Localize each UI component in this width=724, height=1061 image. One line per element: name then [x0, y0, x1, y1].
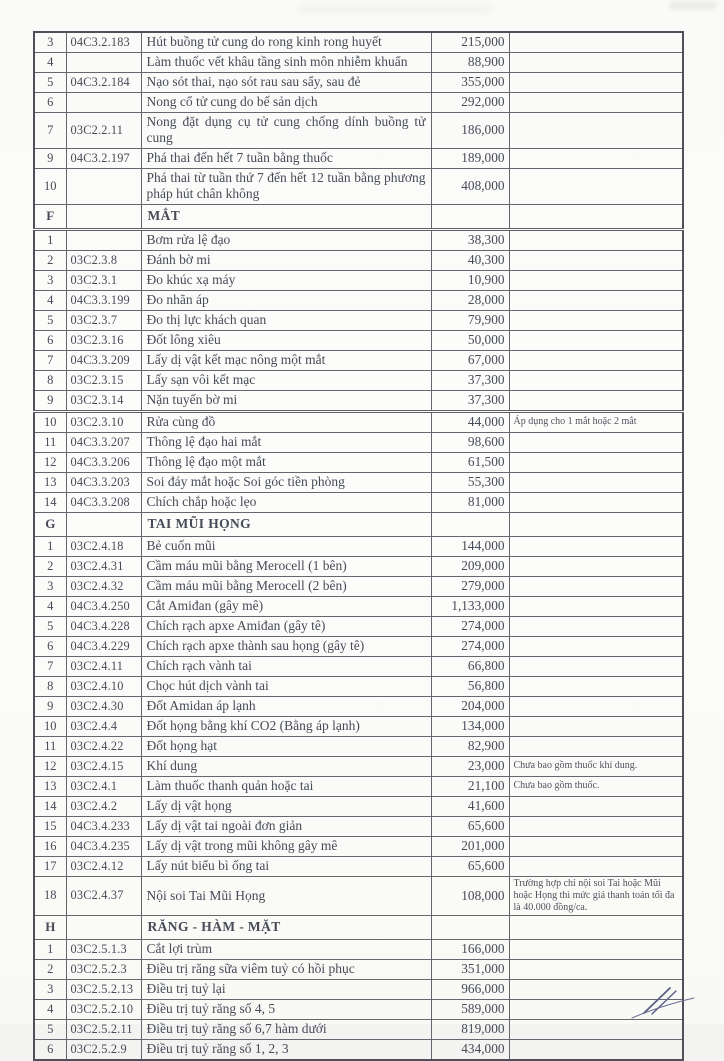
row-number-cell: 15 [34, 816, 66, 836]
price-cell: 21,100 [431, 776, 509, 796]
table-row [34, 168, 683, 204]
price-cell: 37,300 [431, 390, 509, 411]
price-cell: 355,000 [431, 73, 509, 93]
service-code-cell: 04C3.4.228 [66, 616, 141, 636]
service-code-cell [66, 229, 141, 250]
service-code-cell: 03C2.5.2.11 [66, 1019, 141, 1039]
note-cell [509, 93, 683, 113]
section-title-cell: TAI MŨI HỌNG [141, 512, 431, 536]
section-letter-cell: G [34, 512, 66, 536]
price-cell: 38,300 [431, 229, 509, 250]
service-code-cell: 03C2.4.37 [66, 876, 141, 915]
price-cell: 67,000 [431, 350, 509, 370]
note-cell [509, 676, 683, 696]
service-code-cell: 03C2.4.12 [66, 856, 141, 876]
row-number-cell: 3 [34, 270, 66, 290]
note-cell [509, 73, 683, 93]
note-cell: Chưa bao gồm thuốc. [509, 776, 683, 796]
service-name-cell: Cắt lợi trùm [141, 939, 431, 959]
service-name-cell: Nạo sót thai, nạo sót rau sau sẩy, sau đẻ [141, 73, 431, 93]
service-name-cell: Lấy nút biểu bì ống tai [141, 856, 431, 876]
service-code-cell: 04C3.4.250 [66, 596, 141, 616]
service-code-cell: 03C2.5.2.3 [66, 959, 141, 979]
row-number-cell: 3 [34, 576, 66, 596]
section-price-cell [431, 204, 509, 229]
row-number-cell: 14 [34, 492, 66, 512]
price-cell: 274,000 [431, 616, 509, 636]
price-cell: 65,600 [431, 856, 509, 876]
note-cell [509, 472, 683, 492]
section-title-cell: RĂNG - HÀM - MẶT [141, 915, 431, 939]
price-table-body [34, 32, 683, 1060]
service-name-cell: Đốt lông xiêu [141, 330, 431, 350]
note-cell [509, 959, 683, 979]
price-cell: 66,800 [431, 656, 509, 676]
table-row [34, 432, 683, 452]
service-name-cell: Đốt Amidan áp lạnh [141, 696, 431, 716]
price-cell: 61,500 [431, 452, 509, 472]
note-cell [509, 290, 683, 310]
service-code-cell: 04C3.4.233 [66, 816, 141, 836]
table-row [34, 939, 683, 959]
service-code-cell: 04C3.4.235 [66, 836, 141, 856]
row-number-cell: 2 [34, 556, 66, 576]
service-code-cell: 03C2.4.30 [66, 696, 141, 716]
service-name-cell: Bẻ cuốn mũi [141, 536, 431, 556]
section-header-row [34, 915, 683, 939]
price-cell: 41,600 [431, 796, 509, 816]
table-row [34, 576, 683, 596]
service-code-cell: 04C3.3.209 [66, 350, 141, 370]
section-price-cell [431, 915, 509, 939]
price-cell: 37,300 [431, 370, 509, 390]
service-code-cell: 03C2.3.14 [66, 390, 141, 411]
table-row [34, 756, 683, 776]
table-row [34, 1039, 683, 1060]
price-cell: 98,600 [431, 432, 509, 452]
service-name-cell: Lấy dị vật kết mạc nông một mắt [141, 350, 431, 370]
service-name-cell: Nặn tuyến bờ mi [141, 390, 431, 411]
service-code-cell: 03C2.5.2.13 [66, 979, 141, 999]
price-cell: 408,000 [431, 168, 509, 204]
row-number-cell: 11 [34, 736, 66, 756]
table-row [34, 452, 683, 472]
table-row [34, 472, 683, 492]
table-row [34, 390, 683, 411]
price-cell: 589,000 [431, 999, 509, 1019]
service-name-cell: Lấy dị vật họng [141, 796, 431, 816]
table-row [34, 716, 683, 736]
price-cell: 209,000 [431, 556, 509, 576]
note-cell [509, 229, 683, 250]
note-cell [509, 432, 683, 452]
service-code-cell: 03C2.4.4 [66, 716, 141, 736]
table-row [34, 776, 683, 796]
service-name-cell: Chích chắp hoặc lẹo [141, 492, 431, 512]
section-title-cell: MẮT [141, 204, 431, 229]
price-cell: 279,000 [431, 576, 509, 596]
service-code-cell: 03C2.4.15 [66, 756, 141, 776]
note-cell [509, 270, 683, 290]
table-row [34, 616, 683, 636]
note-cell [509, 636, 683, 656]
note-cell: Chưa bao gồm thuốc khí dung. [509, 756, 683, 776]
row-number-cell: 7 [34, 350, 66, 370]
service-name-cell: Chích rạch apxe Amiđan (gây tê) [141, 616, 431, 636]
row-number-cell: 9 [34, 696, 66, 716]
price-cell: 819,000 [431, 1019, 509, 1039]
price-cell: 44,000 [431, 411, 509, 432]
row-number-cell: 10 [34, 411, 66, 432]
price-cell: 166,000 [431, 939, 509, 959]
service-name-cell: Khí dung [141, 756, 431, 776]
note-cell [509, 168, 683, 204]
table-row [34, 796, 683, 816]
row-number-cell: 9 [34, 148, 66, 168]
table-row [34, 836, 683, 856]
row-number-cell: 5 [34, 310, 66, 330]
service-code-cell: 04C3.2.183 [66, 32, 141, 53]
note-cell: Áp dụng cho 1 mắt hoặc 2 mắt [509, 411, 683, 432]
note-cell [509, 148, 683, 168]
price-cell: 28,000 [431, 290, 509, 310]
service-name-cell: Điều trị tuỷ răng số 6,7 hàm dưới [141, 1019, 431, 1039]
row-number-cell: 5 [34, 73, 66, 93]
service-name-cell: Thông lệ đạo hai mắt [141, 432, 431, 452]
price-cell: 351,000 [431, 959, 509, 979]
service-code-cell: 04C3.3.206 [66, 452, 141, 472]
row-number-cell: 7 [34, 113, 66, 149]
table-row [34, 1019, 683, 1039]
table-row [34, 856, 683, 876]
table-row [34, 876, 683, 915]
note-cell [509, 310, 683, 330]
table-row [34, 330, 683, 350]
row-number-cell: 11 [34, 432, 66, 452]
note-cell [509, 370, 683, 390]
service-name-cell: Nong đặt dụng cụ tử cung chống dính buồng tử cung [141, 113, 431, 149]
service-code-cell: 03C2.3.7 [66, 310, 141, 330]
service-name-cell: Bơm rửa lệ đạo [141, 229, 431, 250]
service-name-cell: Đo nhãn áp [141, 290, 431, 310]
service-name-cell: Chích rạch vành tai [141, 656, 431, 676]
note-cell [509, 836, 683, 856]
section-code-cell [66, 204, 141, 229]
note-cell [509, 576, 683, 596]
table-row [34, 270, 683, 290]
service-code-cell: 03C2.4.2 [66, 796, 141, 816]
note-cell [509, 250, 683, 270]
price-cell: 88,900 [431, 53, 509, 73]
row-number-cell: 4 [34, 999, 66, 1019]
service-name-cell: Điều trị tuỷ răng số 4, 5 [141, 999, 431, 1019]
section-note-cell [509, 204, 683, 229]
service-name-cell: Điều trị răng sữa viêm tuỷ có hồi phục [141, 959, 431, 979]
service-name-cell: Lấy dị vật tai ngoài đơn giản [141, 816, 431, 836]
row-number-cell: 5 [34, 1019, 66, 1039]
note-cell [509, 716, 683, 736]
service-code-cell: 04C3.2.197 [66, 148, 141, 168]
service-name-cell: Đánh bờ mi [141, 250, 431, 270]
section-code-cell [66, 915, 141, 939]
note-cell [509, 536, 683, 556]
note-cell: Trường hợp chỉ nội soi Tai hoặc Mũi hoặc Họng thì mức giá thanh toán tối đa là 40.000 đồng/ca. [509, 876, 683, 915]
service-name-cell: Chích rạch apxe thành sau họng (gây tê) [141, 636, 431, 656]
section-letter-cell: F [34, 204, 66, 229]
section-letter-cell: H [34, 915, 66, 939]
scan-artifact-top-center [300, 5, 490, 13]
service-code-cell [66, 168, 141, 204]
table-row [34, 676, 683, 696]
note-cell [509, 616, 683, 636]
note-cell [509, 656, 683, 676]
service-name-cell: Phá thai từ tuần thứ 7 đến hết 12 tuần bằng phương pháp hút chân không [141, 168, 431, 204]
table-row [34, 53, 683, 73]
service-name-cell: Chọc hút dịch vành tai [141, 676, 431, 696]
row-number-cell: 18 [34, 876, 66, 915]
table-row [34, 350, 683, 370]
table-row [34, 736, 683, 756]
service-code-cell [66, 53, 141, 73]
service-name-cell: Rửa cùng đồ [141, 411, 431, 432]
price-table [33, 31, 684, 1061]
note-cell [509, 939, 683, 959]
price-cell: 81,000 [431, 492, 509, 512]
service-code-cell: 03C2.3.8 [66, 250, 141, 270]
price-cell: 65,600 [431, 816, 509, 836]
service-code-cell: 03C2.4.32 [66, 576, 141, 596]
row-number-cell: 13 [34, 472, 66, 492]
price-cell: 50,000 [431, 330, 509, 350]
note-cell [509, 113, 683, 149]
row-number-cell: 4 [34, 596, 66, 616]
table-row [34, 148, 683, 168]
row-number-cell: 2 [34, 959, 66, 979]
section-header-row [34, 204, 683, 229]
note-cell [509, 816, 683, 836]
table-row [34, 556, 683, 576]
service-name-cell: Đo thị lực khách quan [141, 310, 431, 330]
section-price-cell [431, 512, 509, 536]
section-header-row [34, 512, 683, 536]
table-row [34, 370, 683, 390]
service-name-cell: Đốt họng bằng khí CO2 (Bằng áp lạnh) [141, 716, 431, 736]
price-cell: 966,000 [431, 979, 509, 999]
note-cell [509, 556, 683, 576]
row-number-cell: 6 [34, 636, 66, 656]
price-cell: 40,300 [431, 250, 509, 270]
service-code-cell: 04C3.3.208 [66, 492, 141, 512]
service-code-cell: 03C2.4.18 [66, 536, 141, 556]
price-cell: 56,800 [431, 676, 509, 696]
price-cell: 189,000 [431, 148, 509, 168]
note-cell [509, 492, 683, 512]
row-number-cell: 8 [34, 676, 66, 696]
price-cell: 201,000 [431, 836, 509, 856]
table-row [34, 290, 683, 310]
service-code-cell: 03C2.3.10 [66, 411, 141, 432]
note-cell [509, 390, 683, 411]
service-code-cell: 03C2.4.31 [66, 556, 141, 576]
row-number-cell: 13 [34, 776, 66, 796]
section-code-cell [66, 512, 141, 536]
price-cell: 79,900 [431, 310, 509, 330]
price-cell: 134,000 [431, 716, 509, 736]
table-row [34, 536, 683, 556]
row-number-cell: 12 [34, 756, 66, 776]
table-row [34, 979, 683, 999]
row-number-cell: 3 [34, 979, 66, 999]
service-name-cell: Cầm máu mũi bằng Merocell (2 bên) [141, 576, 431, 596]
service-code-cell: 03C2.5.2.9 [66, 1039, 141, 1060]
row-number-cell: 6 [34, 93, 66, 113]
scan-artifact-top-right [670, 2, 716, 9]
row-number-cell: 16 [34, 836, 66, 856]
table-row [34, 636, 683, 656]
table-row [34, 492, 683, 512]
service-code-cell: 04C3.3.203 [66, 472, 141, 492]
service-name-cell: Phá thai đến hết 7 tuần bằng thuốc [141, 148, 431, 168]
row-number-cell: 4 [34, 290, 66, 310]
note-cell [509, 1039, 683, 1060]
service-name-cell: Nong cổ tử cung do bế sản dịch [141, 93, 431, 113]
table-row [34, 250, 683, 270]
service-name-cell: Cắt Amiđan (gây mê) [141, 596, 431, 616]
table-row [34, 73, 683, 93]
note-cell [509, 796, 683, 816]
note-cell [509, 330, 683, 350]
row-number-cell: 4 [34, 53, 66, 73]
price-cell: 204,000 [431, 696, 509, 716]
service-code-cell: 03C2.4.1 [66, 776, 141, 796]
row-number-cell: 10 [34, 716, 66, 736]
service-code-cell: 04C3.2.184 [66, 73, 141, 93]
price-cell: 10,900 [431, 270, 509, 290]
table-row [34, 696, 683, 716]
price-cell: 108,000 [431, 876, 509, 915]
service-code-cell: 03C2.3.16 [66, 330, 141, 350]
table-row [34, 113, 683, 149]
row-number-cell: 12 [34, 452, 66, 472]
note-cell [509, 736, 683, 756]
service-name-cell: Làm thuốc vết khâu tầng sinh môn nhiễm khuẩn [141, 53, 431, 73]
table-row [34, 999, 683, 1019]
note-cell [509, 53, 683, 73]
service-name-cell: Đo khúc xạ máy [141, 270, 431, 290]
price-cell: 23,000 [431, 756, 509, 776]
price-cell: 292,000 [431, 93, 509, 113]
row-number-cell: 1 [34, 229, 66, 250]
table-row [34, 32, 683, 53]
price-cell: 274,000 [431, 636, 509, 656]
service-name-cell: Soi đáy mắt hoặc Soi góc tiền phòng [141, 472, 431, 492]
row-number-cell: 10 [34, 168, 66, 204]
service-name-cell: Điều trị tuỷ răng số 1, 2, 3 [141, 1039, 431, 1060]
row-number-cell: 6 [34, 330, 66, 350]
row-number-cell: 3 [34, 32, 66, 53]
section-note-cell [509, 512, 683, 536]
service-code-cell: 03C2.5.1.3 [66, 939, 141, 959]
row-number-cell: 1 [34, 536, 66, 556]
price-cell: 144,000 [431, 536, 509, 556]
note-cell [509, 696, 683, 716]
table-row [34, 93, 683, 113]
note-cell [509, 350, 683, 370]
row-number-cell: 8 [34, 370, 66, 390]
service-code-cell: 04C3.4.229 [66, 636, 141, 656]
note-cell [509, 32, 683, 53]
service-name-cell: Lấy sạn vôi kết mạc [141, 370, 431, 390]
price-cell: 186,000 [431, 113, 509, 149]
row-number-cell: 7 [34, 656, 66, 676]
service-code-cell: 03C2.4.10 [66, 676, 141, 696]
service-code-cell: 03C2.4.11 [66, 656, 141, 676]
table-row [34, 959, 683, 979]
note-cell [509, 596, 683, 616]
service-code-cell: 03C2.3.1 [66, 270, 141, 290]
note-cell [509, 1019, 683, 1039]
signature-mark [628, 983, 700, 1021]
service-name-cell: Điều trị tuỷ lại [141, 979, 431, 999]
table-row [34, 656, 683, 676]
price-cell: 82,900 [431, 736, 509, 756]
service-code-cell: 04C3.3.207 [66, 432, 141, 452]
row-number-cell: 9 [34, 390, 66, 411]
row-number-cell: 1 [34, 939, 66, 959]
service-name-cell: Làm thuốc thanh quản hoặc tai [141, 776, 431, 796]
service-code-cell: 03C2.2.11 [66, 113, 141, 149]
service-name-cell: Lấy dị vật trong mũi không gây mê [141, 836, 431, 856]
service-name-cell: Thông lệ đạo một mắt [141, 452, 431, 472]
service-name-cell: Nội soi Tai Mũi Họng [141, 876, 431, 915]
table-row [34, 229, 683, 250]
table-row [34, 411, 683, 432]
note-cell [509, 452, 683, 472]
price-cell: 55,300 [431, 472, 509, 492]
table-row [34, 596, 683, 616]
price-cell: 1,133,000 [431, 596, 509, 616]
section-note-cell [509, 915, 683, 939]
row-number-cell: 2 [34, 250, 66, 270]
service-code-cell [66, 93, 141, 113]
service-name-cell: Cầm máu mũi bằng Merocell (1 bên) [141, 556, 431, 576]
service-code-cell: 03C2.5.2.10 [66, 999, 141, 1019]
service-name-cell: Đốt họng hạt [141, 736, 431, 756]
table-row [34, 816, 683, 836]
row-number-cell: 5 [34, 616, 66, 636]
price-cell: 215,000 [431, 32, 509, 53]
service-code-cell: 04C3.3.199 [66, 290, 141, 310]
price-cell: 434,000 [431, 1039, 509, 1060]
row-number-cell: 17 [34, 856, 66, 876]
row-number-cell: 14 [34, 796, 66, 816]
service-code-cell: 03C2.3.15 [66, 370, 141, 390]
service-code-cell: 03C2.4.22 [66, 736, 141, 756]
note-cell [509, 856, 683, 876]
row-number-cell: 6 [34, 1039, 66, 1060]
table-row [34, 310, 683, 330]
service-name-cell: Hút buồng tử cung do rong kinh rong huyết [141, 32, 431, 53]
